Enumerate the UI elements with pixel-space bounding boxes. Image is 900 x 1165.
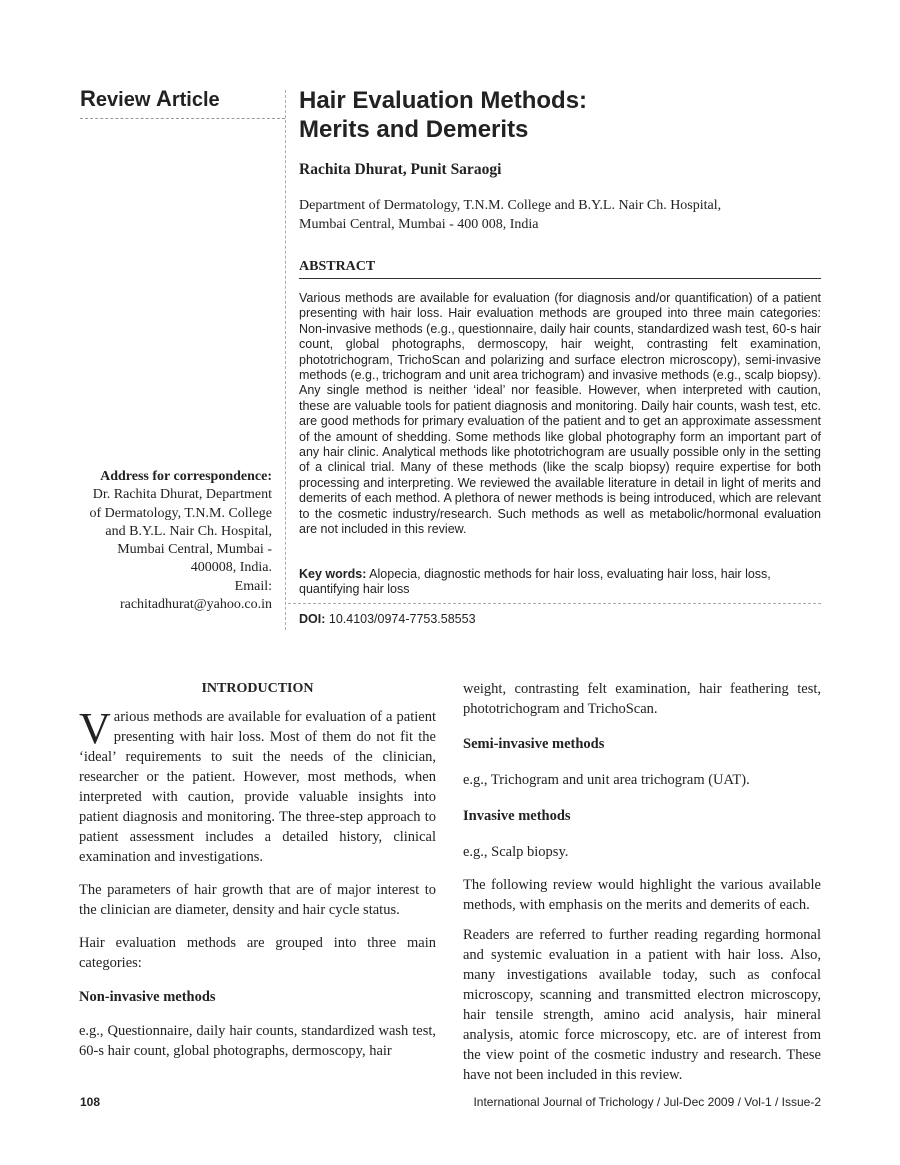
page-title [299, 86, 587, 144]
affiliation [299, 196, 779, 234]
keywords-divider [288, 603, 821, 604]
paragraph-further-reading: Readers are referred to further reading regarding hormonal and systemic evaluation in a patient with hair loss. Also, many investigations available today, such as confocal microscopy, scanning and transmitted electron microscopy, hair tensile strength, amino acid analysis, hair mineral analysis, atomic force microscopy, etc. are of interest from the view point of the cosmetic industry and research. These have not been included in this review. [463, 927, 821, 1083]
intro-paragraph [79, 704, 436, 867]
body-column-left [79, 679, 436, 1061]
title-line-2: Merits and Demerits [299, 116, 529, 143]
keywords-label: Key words: [299, 567, 367, 581]
body-column-right [463, 679, 821, 1085]
keywords [299, 567, 821, 598]
paragraph-review: The following review would highlight the various available methods, with emphasis on the merits and demerits of each. [463, 877, 821, 913]
intro-text: arious methods are available for evaluation of a patient presenting with hair loss. Most of them do not fit the ‘ideal’ requirements to suit the needs of the clinician, researcher or the patient. However, most methods, when interpreted with caution, provide valuable insights into patient diagnosis and monitoring. The three-step approach to patient assessment includes a detailed history, clinical examination and investigations. [79, 709, 436, 865]
correspondence-heading: Address for correspondence: [100, 469, 272, 484]
page-number: 108 [80, 1095, 101, 1109]
heading-noninvasive: Non-invasive methods [79, 989, 216, 1005]
paragraph-categories: Hair evaluation methods are grouped into three main categories: [79, 935, 436, 971]
review-initial: R [80, 86, 96, 111]
journal-footer: International Journal of Trichology / Jul-Dec 2009 / Vol-1 / Issue-2 [473, 1095, 821, 1109]
article-initial: A [155, 86, 172, 111]
doi [299, 612, 476, 626]
authors: Rachita Dhurat, Punit Saraogi [299, 161, 502, 178]
paragraph-invasive: e.g., Scalp biopsy. [463, 844, 569, 860]
intro-heading: INTRODUCTION [201, 681, 314, 696]
keywords-text: Alopecia, diagnostic methods for hair loss, evaluating hair loss, hair loss, quantifying hair loss [299, 567, 771, 597]
abstract-heading: ABSTRACT [299, 259, 376, 274]
correspondence-body: Dr. Rachita Dhurat, Department of Dermatology, T.N.M. College and B.Y.L. Nair Ch. Hospital, Mumbai Central, Mumbai - 400008, India. [89, 487, 272, 576]
article-rest: rticle [171, 89, 220, 111]
paragraph-noninvasive-cont: weight, contrasting felt examination, hair feathering test, phototrichogram and TrichoScan. [463, 681, 821, 717]
paragraph-noninvasive: e.g., Questionnaire, daily hair counts, standardized wash test, 60-s hair count, global photographs, dermoscopy, hair [79, 1023, 436, 1059]
vertical-divider [285, 90, 286, 630]
doi-label: DOI: [299, 612, 326, 626]
left-divider [80, 118, 285, 119]
abstract-rule [299, 278, 821, 279]
review-rest: eview [95, 89, 156, 111]
correspondence-email: Email: rachitadhurat@yahoo.co.in [119, 578, 272, 613]
affiliation-line-2: Mumbai Central, Mumbai - 400 008, India [299, 217, 539, 232]
affiliation-line-1: Department of Dermatology, T.N.M. College and B.Y.L. Nair Ch. Hospital, [299, 198, 722, 213]
correspondence-address [80, 468, 272, 614]
paragraph-growth: The parameters of hair growth that are of major interest to the clinician are diameter, density and hair cycle status. [79, 882, 436, 918]
title-line-1: Hair Evaluation Methods: [299, 87, 588, 114]
heading-semi-invasive: Semi-invasive methods [463, 736, 605, 752]
dropcap: V [79, 704, 111, 753]
heading-invasive: Invasive methods [463, 808, 571, 824]
doi-value: 10.4103/0974-7753.58553 [325, 612, 476, 626]
abstract-text: Various methods are available for evaluation (for diagnosis and/or quantification) of a patient presenting with hair loss. Hair evaluation methods are grouped into three main categories: Non-invasive methods (e.g., questionnaire, daily hair counts, standardized wash test, 60-s hair count, global photographs, dermoscopy, hair weight, contrasting felt examination, phototrichogram, TrichoScan and polarizing and surface electron microscopy), semi-invasive methods (e.g., trichogram and unit area trichogram) and invasive methods (e.g., scalp biopsy). Any single method is neither ‘ideal’ nor feasible. However, when interpreted with caution, these are valuable tools for patient diagnosis and monitoring. Daily hair counts, wash test, etc. are good methods for primary evaluation of the patient and to get an approximate assessment of the amount of shedding. Some methods like global photography form an important part of any hair clinic. Analytical methods like phototrichogram are usually possible only in the setting of a clinical trial. Many of these methods (like the scalp biopsy) require expertise for both processing and interpreting. We reviewed the available literature in detail in light of merits and demerits of each method. A plethora of newer methods is being introduced, which are relevant to the cosmetic industry/research. Such methods as well as metabolic/hormonal evaluation are not included in this review. [299, 291, 821, 537]
paragraph-semi-invasive: e.g., Trichogram and unit area trichogram (UAT). [463, 772, 750, 788]
article-type-label [80, 86, 220, 112]
